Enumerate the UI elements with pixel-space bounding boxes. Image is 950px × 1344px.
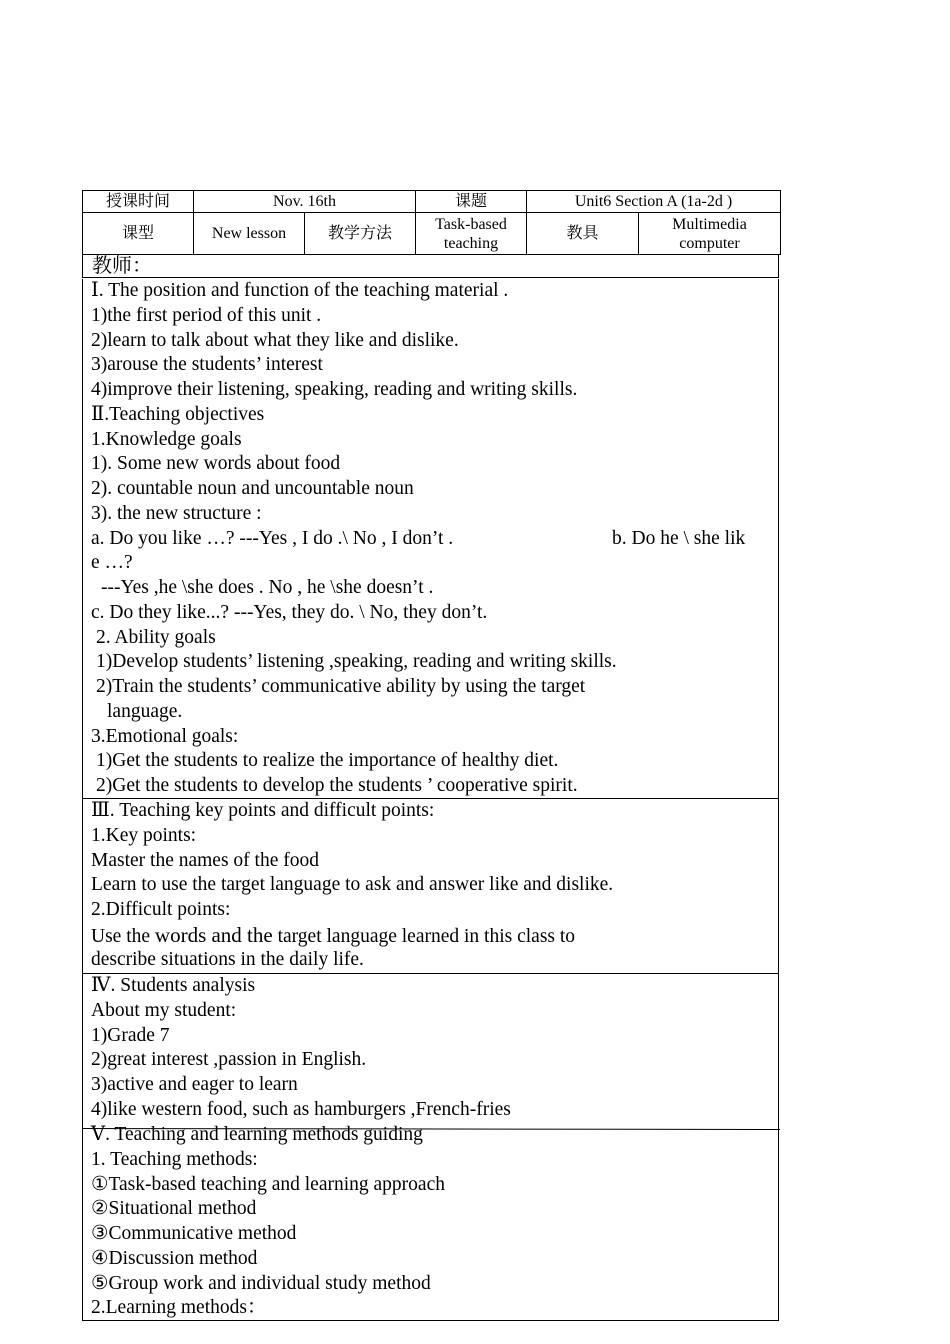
topic-value: Unit6 Section A (1a-2d ) — [527, 191, 781, 213]
method-item: ③Communicative method — [91, 1223, 297, 1244]
material-item: 3)arouse the students’ interest — [91, 354, 323, 376]
ability-item-cont: language. — [107, 700, 183, 722]
about-students: About my student: — [91, 999, 237, 1021]
structure-b-end: e …? — [91, 552, 133, 574]
difficult-item: describe situations in the daily life. — [91, 948, 364, 970]
structure-a-line — [91, 527, 772, 552]
student-item: 3)active and eager to learn — [91, 1074, 298, 1095]
tools-label: 教具 — [527, 213, 639, 255]
key-title: 1.Key points: — [91, 824, 197, 846]
section-3-title: Ⅲ. Teaching key points and difficult points: — [91, 800, 435, 821]
time-value: Nov. 16th — [194, 191, 416, 213]
lesson-info-table — [82, 190, 781, 255]
time-label: 授课时间 — [83, 191, 194, 213]
ability-item: 2)Train the students’ communicative ability by using the target — [96, 676, 586, 697]
section-students-analysis — [82, 974, 779, 1129]
info-row-2 — [83, 213, 781, 255]
difficult-text-a: Use the — [91, 925, 155, 947]
ability-item: 1)Develop students’ listening ,speaking, reading and writing skills. — [96, 651, 617, 673]
method-value — [416, 213, 527, 255]
knowledge-item: 1). Some new words about food — [91, 453, 341, 475]
knowledge-item: 2). countable noun and uncountable noun — [91, 478, 414, 499]
teaching-methods-title: 1. Teaching methods: — [91, 1148, 258, 1170]
method-label: 教学方法 — [305, 213, 416, 255]
difficult-text-c: target language learned in this class to — [272, 925, 576, 947]
objectives-title: Ⅱ.Teaching objectives — [91, 403, 265, 425]
method-value-line1: Task-based — [435, 215, 507, 233]
key-item: Master the names of the food — [91, 849, 319, 871]
tools-value — [639, 213, 781, 255]
method-value-line2: teaching — [443, 234, 499, 252]
method-item: ②Situational method — [91, 1198, 257, 1220]
key-item: Learn to use the target language to ask and answer like and dislike. — [91, 874, 614, 896]
ability-title: 2. Ability goals — [96, 626, 216, 648]
structure-b-answer: ---Yes ,he \she does . No , he \she doesn’t . — [101, 577, 434, 598]
tools-value-line2: computer — [679, 234, 740, 252]
structure-b-start: b. Do he \ she lik — [612, 527, 746, 549]
knowledge-title: 1.Knowledge goals — [91, 428, 242, 450]
section-key-points — [82, 799, 779, 974]
difficult-text-b: words and the — [154, 922, 273, 947]
type-label: 课型 — [83, 213, 194, 255]
structure-c: c. Do they like...? ---Yes, they do. \ No, they don’t. — [91, 601, 488, 623]
section-methods — [82, 1123, 779, 1321]
section-4-title: Ⅳ. Students analysis — [91, 975, 256, 996]
emotional-item: 2)Get the students to develop the students ’ cooperative spirit. — [96, 775, 578, 796]
info-row-1 — [83, 191, 781, 213]
teacher-row: 教师： — [82, 255, 779, 278]
student-item: 1)Grade 7 — [91, 1024, 170, 1046]
material-item: 1)the first period of this unit . — [91, 304, 322, 326]
method-item: ④Discussion method — [91, 1247, 258, 1269]
method-item: ⑤Group work and individual study method — [91, 1272, 431, 1294]
material-item: 2)learn to talk about what they like and dislike. — [91, 329, 459, 351]
type-value: New lesson — [194, 213, 305, 255]
student-item: 4)like western food, such as hamburgers ,French-fries — [91, 1098, 511, 1120]
topic-label: 课题 — [416, 191, 527, 213]
learning-methods-title: 2.Learning methods： — [91, 1297, 267, 1319]
tools-value-line1: Multimedia — [672, 215, 747, 233]
section-5-title: Ⅴ. Teaching and learning methods guiding — [91, 1124, 423, 1145]
difficult-item — [91, 923, 772, 948]
material-item: 4)improve their listening, speaking, reading and writing skills. — [91, 379, 578, 400]
knowledge-item: 3). the new structure : — [91, 502, 262, 524]
method-item: ①Task-based teaching and learning approach — [91, 1173, 445, 1195]
section-1-title: Ⅰ. The position and function of the teaching material . — [91, 280, 509, 301]
section-material-objectives — [82, 279, 779, 799]
emotional-title: 3.Emotional goals: — [91, 725, 239, 747]
emotional-item: 1)Get the students to realize the importance of healthy diet. — [96, 750, 559, 772]
student-item: 2)great interest ,passion in English. — [91, 1049, 367, 1071]
structure-a: a. Do you like …? ---Yes , I do .\ No , I don’t . — [91, 527, 454, 549]
difficult-title: 2.Difficult points: — [91, 899, 231, 920]
